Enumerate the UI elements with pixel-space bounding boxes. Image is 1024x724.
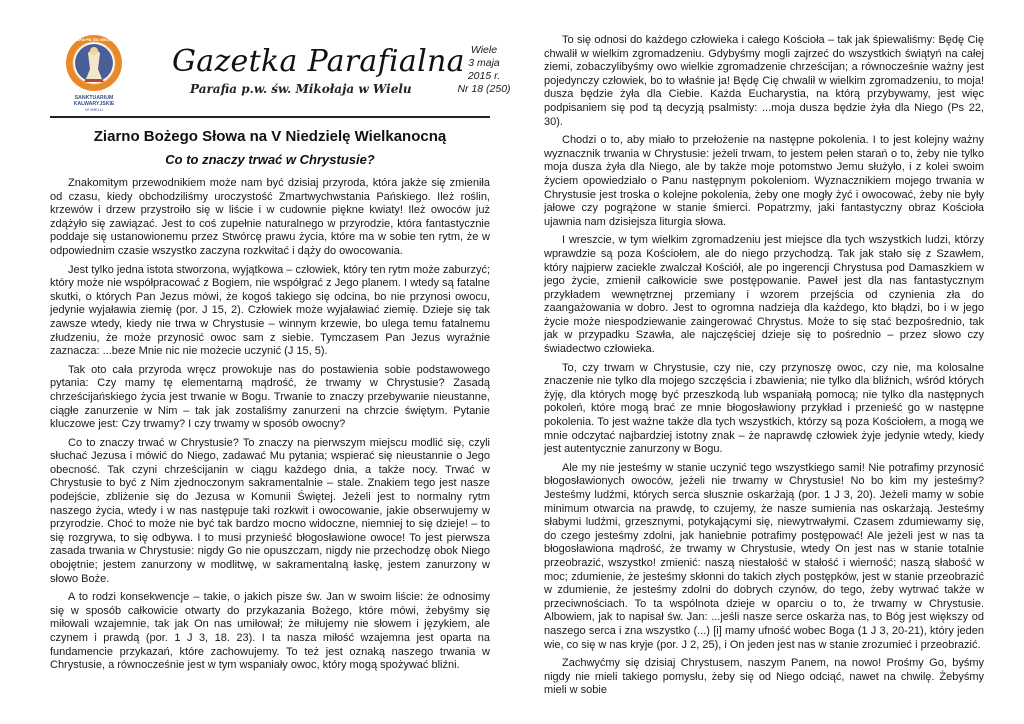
paragraph: Tak oto cała przyroda wręcz prowokuje nas do postawienia sobie podstawowego pytania: Czy mamy tę elementarną mądrość, że trwamy w Chrystusie? Zasadą chrześcijańskiego życia jest trwanie w Bogu. Trwanie to znaczy przebywanie nieustanne, ciągłe zanurzenie w Nim – tak jak zostaliśmy zanurzeni na chrzcie świętym. Pytanie kluczowe jest: Czy trwamy? I czy trwamy w sposób owocny? bbox=[50, 363, 490, 431]
logo-text-2: KALWARYJSKIE bbox=[73, 101, 115, 107]
paragraph: Zachwyćmy się dzisiaj Chrystusem, naszym Panem, na nowo! Prośmy Go, byśmy nigdy nie mieli takiego pomysłu, żeby się od Niego odciąć, nawet na chwilę. Żebyśmy mieli w sobie bbox=[544, 657, 984, 697]
paragraph: Ale my nie jesteśmy w stanie uczynić tego wszystkiego sami! Nie potrafimy przynosić błogosławionych owoców, jeżeli nie trwamy w Chrystusie! No bo kim my jesteśmy? Jesteśmy ludźmi, których serca słusznie oskarżają (por. 1 J 3, 20). Jeżeli mamy w sobie minimum otwarcia na prawdę, to czujemy, że nasze sumienia nas oskarżają. Jesteśmy słabymi ludźmi, grzesznymi, potykającymi się, niewytrwałymi. Czasem zdumiewamy się, do czego jesteśmy zdolni, jak haniebnie potrafimy postępować! Ale jeżeli jest w nas ta błogosławiona mądrość, że trwamy w Chrystusie, wtedy On jest nas w stanie totalnie przeobrazić, wszystko! zmienić: naszą niestałość w stałość i wierność; naszą słabość w moc; zdumienie, że jesteśmy skłonni do takich złych postępków, jest w stanie przeobrazić w zdumienie, że jesteśmy zdolni do dobrych czynów, do tego, żeby wytrwać także w przeciwnościach. To ta wspólnota dzieje w oparciu o to, że trwamy w Chrystusie. Albowiem, jak to napisał św. Jan: ...jeśli nasze serce oskarża nas, to Bóg jest większy od naszego serca i zna wszystko (...) [i] mamy ufność wobec Boga (1 J 3, 20-21), który jeden wie, co się w nas kryje (por. J 2, 25), i On jeden jest nas w stanie zrozumieć i przeobrazić. bbox=[544, 461, 984, 651]
logo-text-top: PARAFIA PW. ŚW. MIKOŁAJA bbox=[70, 38, 118, 42]
parish-logo-icon bbox=[64, 29, 124, 115]
article-subheadline: Co to znaczy trwać w Chrystusie? bbox=[165, 152, 375, 167]
paragraph: A to rodzi konsekwencje – takie, o jakich pisze św. Jan w swoim liście: że odnosimy się w sposób całkowicie otwarty do przykazania Bożego, które mówi, żebyśmy się miłowali wzajemnie, tak jak On nas umiłował; że miłujemy nie słowem i językiem, ale czynem i prawdą (por. 1 J 3, 18. 23). I ta nasza miłość wzajemna jest oparta na fundamencie przykazań, które zachowujemy. To też jest oznaką naszego trwania w Chrystusie, a równocześnie jest w tym wspaniały owoc, który mogą spożywać bliźni. bbox=[50, 591, 490, 672]
paragraph: To, czy trwam w Chrystusie, czy nie, czy przynoszę owoc, czy nie, ma kolosalne znaczenie nie tylko dla mojego szczęścia i zbawienia; nie tylko dla bliźnich, wśród których żyję, dla których mogę być przeszkodą lub wspaniałą pomocą; nie tylko dla następnych pokoleń, które mogą brać ze mnie błogosławiony przykład i przenieść go w następne pokolenia. To jest ważne także dla tych wszystkich, którzy są poza Kościołem, a mogą we mnie odczytać najbardziej istotny znak – że naprawdę człowiek żyje jedynie wtedy, kiedy jest autentycznie zanurzony w Bogu. bbox=[544, 361, 984, 456]
article-headline: Ziarno Bożego Słowa na V Niedzielę Wielkanocną bbox=[93, 128, 447, 145]
issue-info bbox=[452, 44, 516, 96]
right-column bbox=[544, 34, 984, 703]
paragraph: Jest tylko jedna istota stworzona, wyjątkowa – człowiek, który ten rytm może zaburzyć; który może nie współpracować z Bogiem, nie współgrać z Jego planem. I wtedy są fatalne skutki, o których Pan Jezus mówi, że kogoś takiego się odcina, bo nie przynosi owocu, jedynie wyjaławia ziemię (por. J 15, 2). Człowiek może wyjaławiać ziemię. Dzieje się tak zawsze wtedy, kiedy nie trwa w Chrystusie – winnym krzewie, bo ulega temu fatalnemu złudzeniu, że może przynosić owoc sam z siebie. Tymczasem Pan Jezus wyraźnie zaznacza: ...beze Mnie nic nie możecie uczynić (J 15, 5). bbox=[50, 263, 490, 358]
gazette-title: Gazetka Parafialna bbox=[172, 44, 465, 79]
paragraph: I wreszcie, w tym wielkim zgromadzeniu jest miejsce dla tych wszystkich ludzi, którzy wprawdzie są poza Kościołem, ale do niego przychodzą. Tak jak stało się z Szawłem, który najpierw zaciekle zwalczał Kościół, ale po ingerencji Chrystusa pod Damaszkiem w jego życie, zmienił całkowicie swe postępowanie. Paweł jest dla nas fantastycznym przykładem wewnętrznej przemiany i wzorem przejścia od czynienia zła do zaangażowania w dobro. Jest to ogromna nadzieja dla każdego, kto błądzi, bo i w jego życie może niespodziewanie zaingerować Chrystus. Może to się stać bezpośrednio, tak jak w przypadku Szawła, ale najczęściej dzieje się to pośrednio – przez słowo czy świadectwo człowieka. bbox=[544, 234, 984, 356]
masthead-divider bbox=[50, 116, 490, 118]
paragraph: Znakomitym przewodnikiem może nam być dzisiaj przyroda, która jakże się zmieniła od czasu, kiedy obchodziliśmy uroczystość Zmartwychwstania Pańskiego. Ileż roślin, krzewów i drzew przystroiło się w liście i w cudownie piękne kwiaty! Ileż owoców już zdążyło się zawiązać. Jest to coś zupełnie naturalnego w przyrodzie, która fantastycznie poddaje się ustanowionemu przez Stwórcę prawu życia, które ma w sobie ten rytm, że w odpowiednim czasie wszystko zaczyna rozkwitać i dąży do owocowania. bbox=[50, 177, 490, 257]
masthead bbox=[50, 0, 511, 112]
logo-text-1: SANKTUARIUM bbox=[74, 95, 114, 101]
left-body bbox=[50, 177, 490, 678]
issue-date: 3 maja bbox=[468, 57, 500, 69]
gazette-subtitle: Parafia p.w. św. Mikołaja w Wielu bbox=[190, 82, 412, 96]
issue-number: Nr 18 (250) bbox=[457, 83, 511, 95]
issue-place: Wiele bbox=[470, 44, 498, 56]
issue-year: 2015 r. bbox=[467, 70, 501, 82]
paragraph: Co to znaczy trwać w Chrystusie? To znaczy na pierwszym miejscu modlić się, czyli słuchać Jezusa i mówić do Niego, zadawać Mu pytania; wspierać się nieustannie o Jego obecność. Tak czyni chrześcijanin w ciągu każdego dnia, a także nocy. Trwać w Chrystusie to być z Nim zjednoczonym sakramentalnie – stale. Znakiem tego jest nasze podejście, zbliżenie się do Jezusa w Komunii Świętej. Jeżeli jest to normalny rytm naszego życia, wtedy i w nas następuje taki rozkwit i owocowanie, jakie obserwujemy w przyrodzie. Choć to może nie być tak bardzo mocno widoczne, niemniej to się dzieje! – to się rozgrywa, to się odbywa. I to musi przynieść błogosławione owoce! To jest pierwsza zasada trwania w Chrystusie: nigdy Go nie opuszczam, nigdy nie przechodzę obok Niego obojętnie; jestem zanurzony w modlitwę, w sakramentalną łaskę, jestem zanurzony w słowo Boże. bbox=[50, 436, 490, 585]
paragraph: To się odnosi do każdego człowieka i całego Kościoła – tak jak śpiewaliśmy: Będę Cię chwalił w wielkim zgromadzeniu. Gdybyśmy mogli zajrzeć do wszystkich świątyń na całej ziemi, zobaczylibyśmy owo wielkie zgromadzenie chrześcijan; a równocześnie ważny jest pojedynczy człowiek, bo to właśnie ja! Będę Cię chwalił w wielkim zgromadzeniu, to moja! dusza będzie żyła dla Ciebie. Każda Eucharystia, na którą przybywamy, jest więc podpisaniem się pod tą decyzją psalmisty: ...moja dusza będzie żyła dla Niego (Ps 22, 30). bbox=[544, 34, 984, 128]
logo-text-3: W WIELU bbox=[85, 107, 103, 112]
left-column bbox=[50, 0, 511, 672]
paragraph: Chodzi o to, aby miało to przełożenie na następne pokolenia. I to jest kolejny ważny wyznacznik trwania w Chrystusie: jeżeli trwam, to jestem pełen starań o to, żeby nie tylko moja dusza żyła dla Niego, ale by także moje potomstwo Jemu służyło, i z kolei swoim życiem opowiedziało o Panu następnym pokoleniom. Wyznacznikiem mojego trwania w Chrystusie jest troska o kolejne pokolenia, żeby one mogły żyć i owocować, żeby nie były jałowe czy pogrążone w stanie śmierci. Popatrzmy, jaki fantastyczny obraz Kościoła ujawnia nam dzisiejsza liturgia słowa. bbox=[544, 134, 984, 228]
